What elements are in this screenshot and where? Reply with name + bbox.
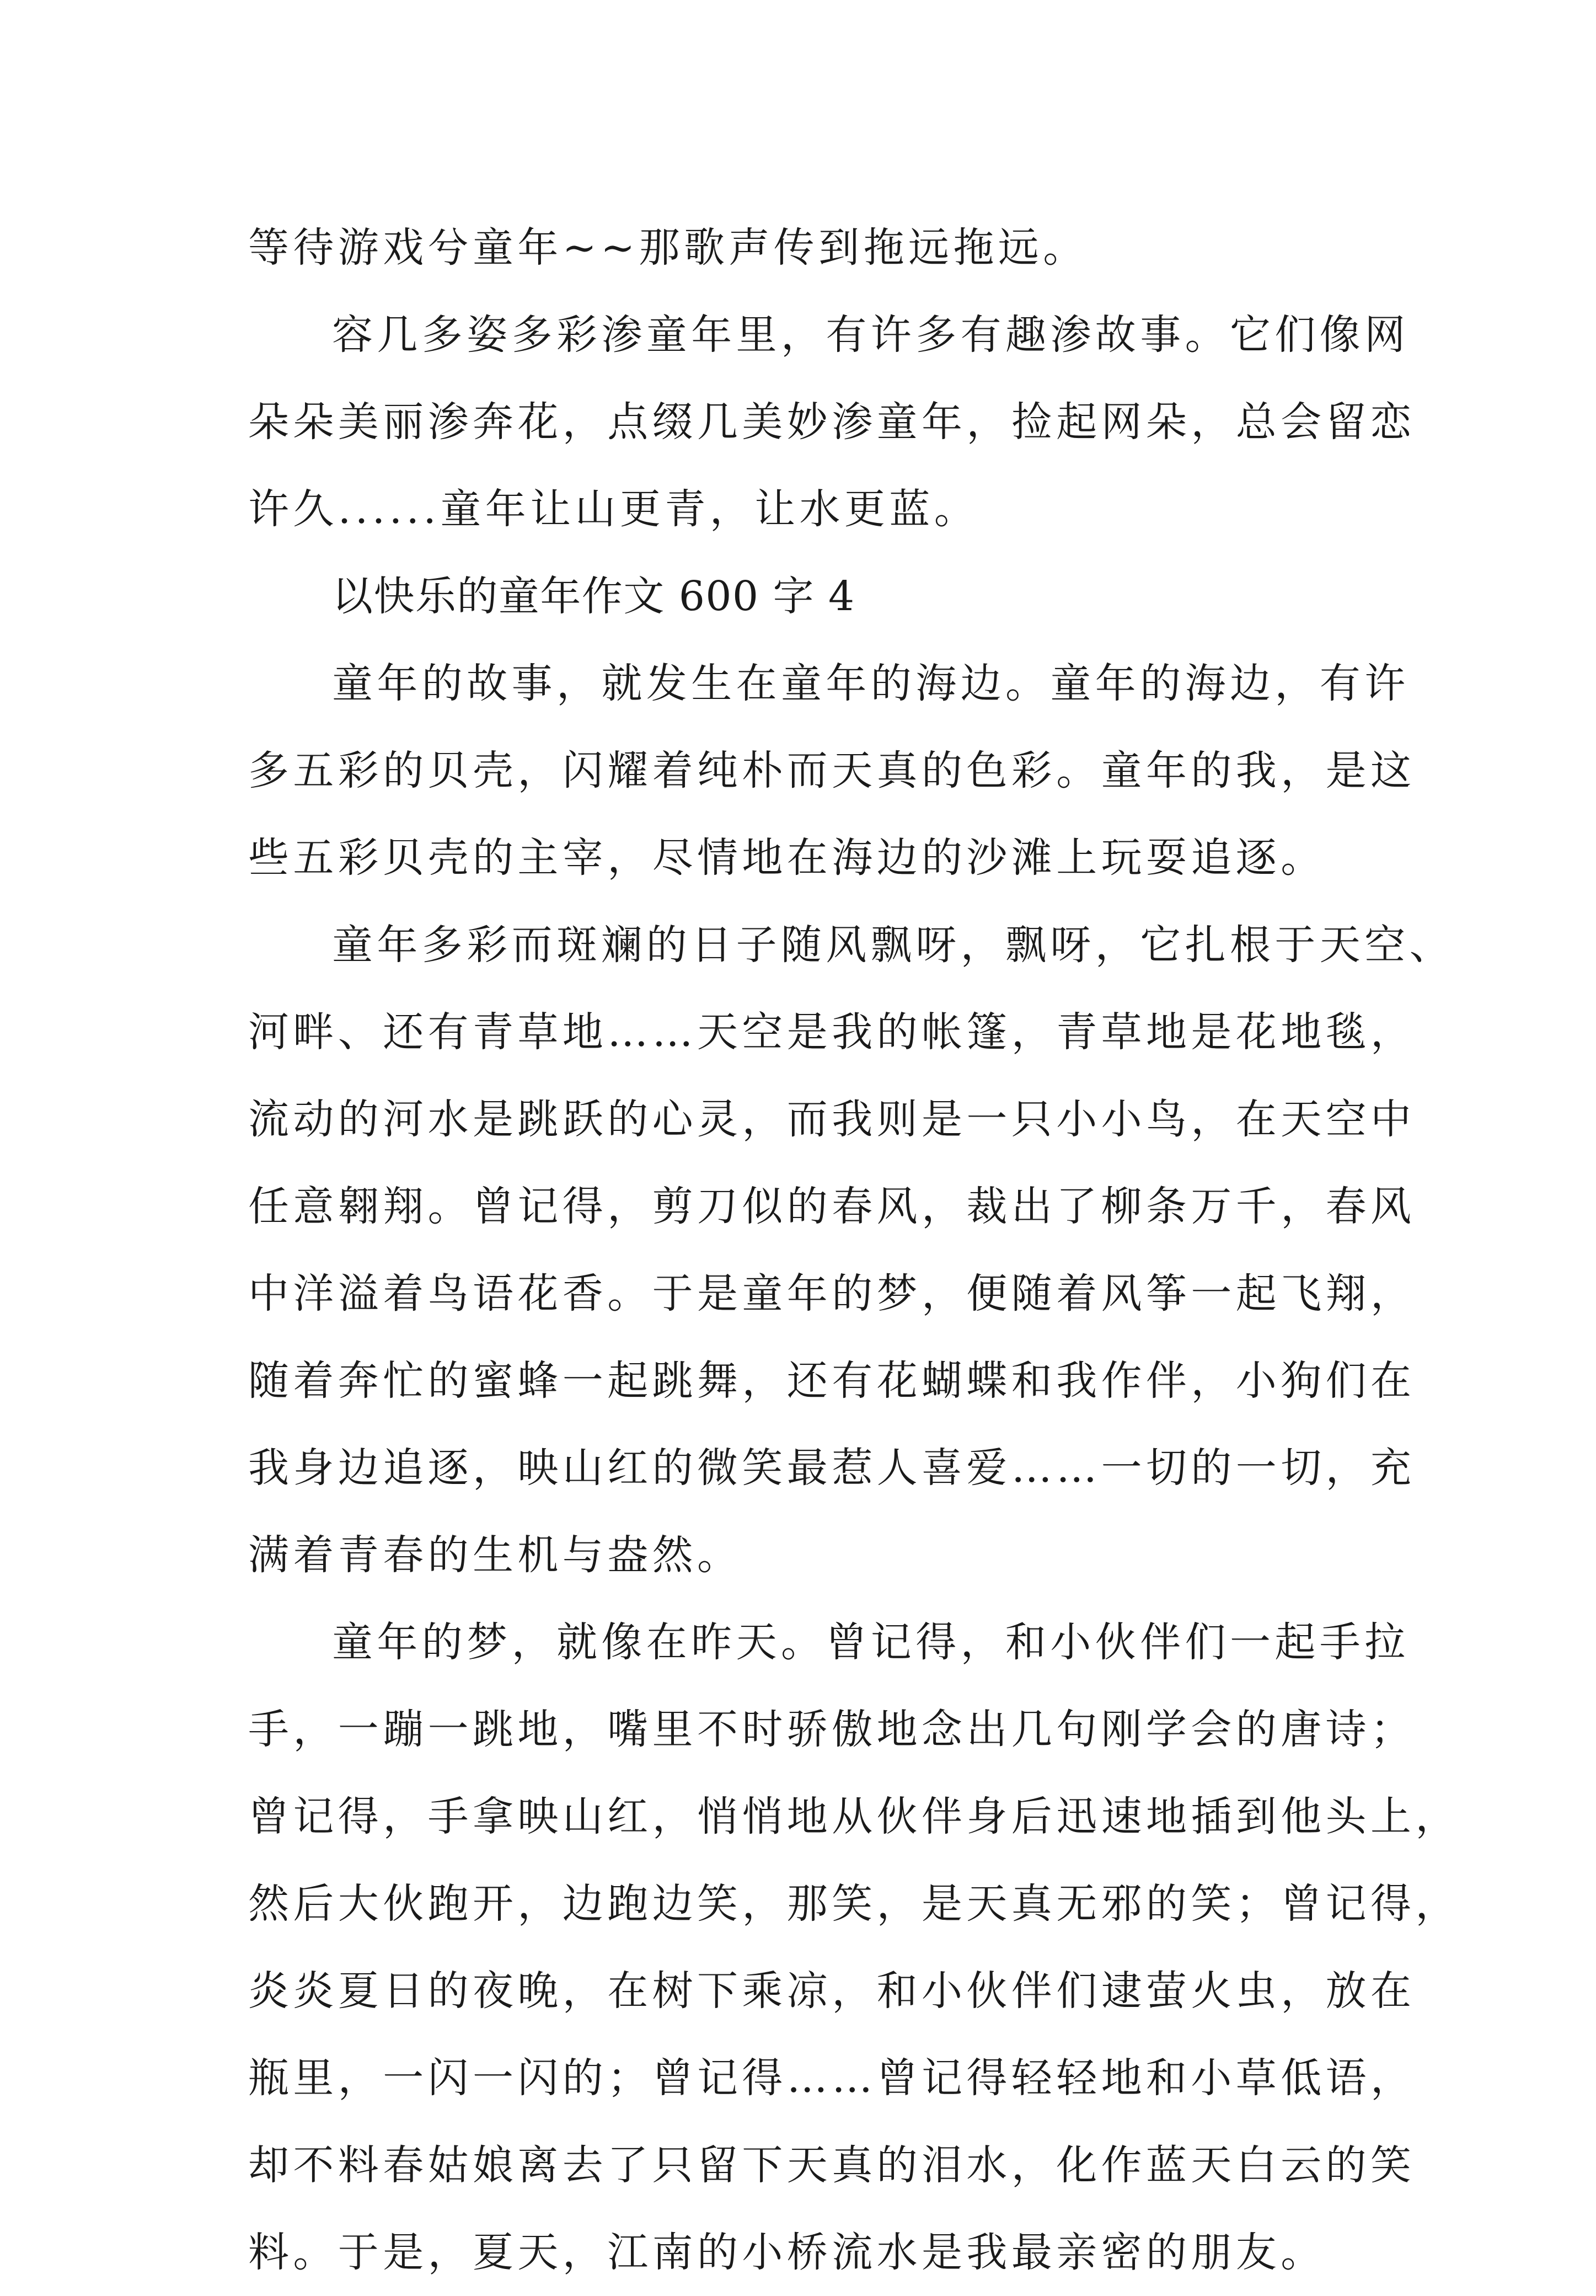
text-line: 多五彩的贝壳，闪耀着纯朴而天真的色彩。童年的我，是这 bbox=[248, 747, 1416, 794]
text-line: 等待游戏兮童年~~那歌声传到拖远拖远。 bbox=[248, 224, 1088, 271]
paragraph-5 bbox=[248, 1599, 1460, 2296]
text-line: 手，一蹦一跳地，嘴里不时骄傲地念出几句刚学会的唐诗； bbox=[248, 1706, 1416, 1753]
text-line: 瓶里，一闪一闪的；曾记得……曾记得轻轻地和小草低语， bbox=[248, 2054, 1416, 2102]
paragraph-1 bbox=[248, 204, 1379, 291]
text-line: 童年的故事，就发生在童年的海边。童年的海边，有许 bbox=[332, 660, 1410, 707]
text-line: 我身边追逐，映山红的微笑最惹人喜爱……一切的一切，充 bbox=[248, 1444, 1416, 1492]
text-line: 朵朵美丽渗奔花，点缀几美妙渗童年，捡起网朵，总会留恋 bbox=[248, 398, 1416, 446]
text-line: 料。于是，夏天，江南的小桥流水是我最亲密的朋友。 bbox=[248, 2229, 1326, 2276]
paragraph-3 bbox=[248, 640, 1416, 901]
text-line: 容几多姿多彩渗童年里，有许多有趣渗故事。它们像网 bbox=[332, 311, 1410, 359]
text-line: 童年的梦，就像在昨天。曾记得，和小伙伴们一起手拉 bbox=[332, 1619, 1410, 1666]
text-line: 些五彩贝壳的主宰，尽情地在海边的沙滩上玩耍追逐。 bbox=[248, 834, 1326, 882]
paragraph-4 bbox=[248, 901, 1454, 1599]
text-line: 曾记得，手拿映山红，悄悄地从伙伴身后迅速地插到他头上， bbox=[248, 1793, 1460, 1840]
text-line: 中洋溢着鸟语花香。于是童年的梦，便随着风筝一起飞翔， bbox=[248, 1270, 1416, 1317]
text-line: 许久......童年让山更青，让水更蓝。 bbox=[248, 485, 979, 533]
document-body bbox=[248, 204, 1460, 2296]
text-line: 流动的河水是跳跃的心灵，而我则是一只小小鸟，在天空中 bbox=[248, 1096, 1416, 1143]
text-line: 满着青春的生机与盎然。 bbox=[248, 1531, 742, 1579]
text-line: 炎炎夏日的夜晚，在树下乘凉，和小伙伴们逮萤火虫，放在 bbox=[248, 1967, 1416, 2015]
text-line: 童年多彩而斑斓的日子随风飘呀，飘呀，它扎根于天空、 bbox=[332, 921, 1454, 969]
text-line: 任意翱翔。曾记得，剪刀似的春风，裁出了柳条万千，春风 bbox=[248, 1183, 1416, 1230]
text-line: 河畔、还有青草地……天空是我的帐篷，青草地是花地毯， bbox=[248, 1008, 1416, 1056]
text-line: 随着奔忙的蜜蜂一起跳舞，还有花蝴蝶和我作伴，小狗们在 bbox=[248, 1357, 1416, 1405]
text-line: 然后大伙跑开，边跑边笑，那笑，是天真无邪的笑；曾记得， bbox=[248, 1880, 1460, 1927]
section-heading bbox=[248, 553, 1379, 640]
heading-text: 以快乐的童年作文 600 字 4 bbox=[332, 573, 855, 620]
paragraph-2 bbox=[248, 291, 1416, 553]
text-line: 却不料春姑娘离去了只留下天真的泪水，化作蓝天白云的笑 bbox=[248, 2142, 1416, 2189]
